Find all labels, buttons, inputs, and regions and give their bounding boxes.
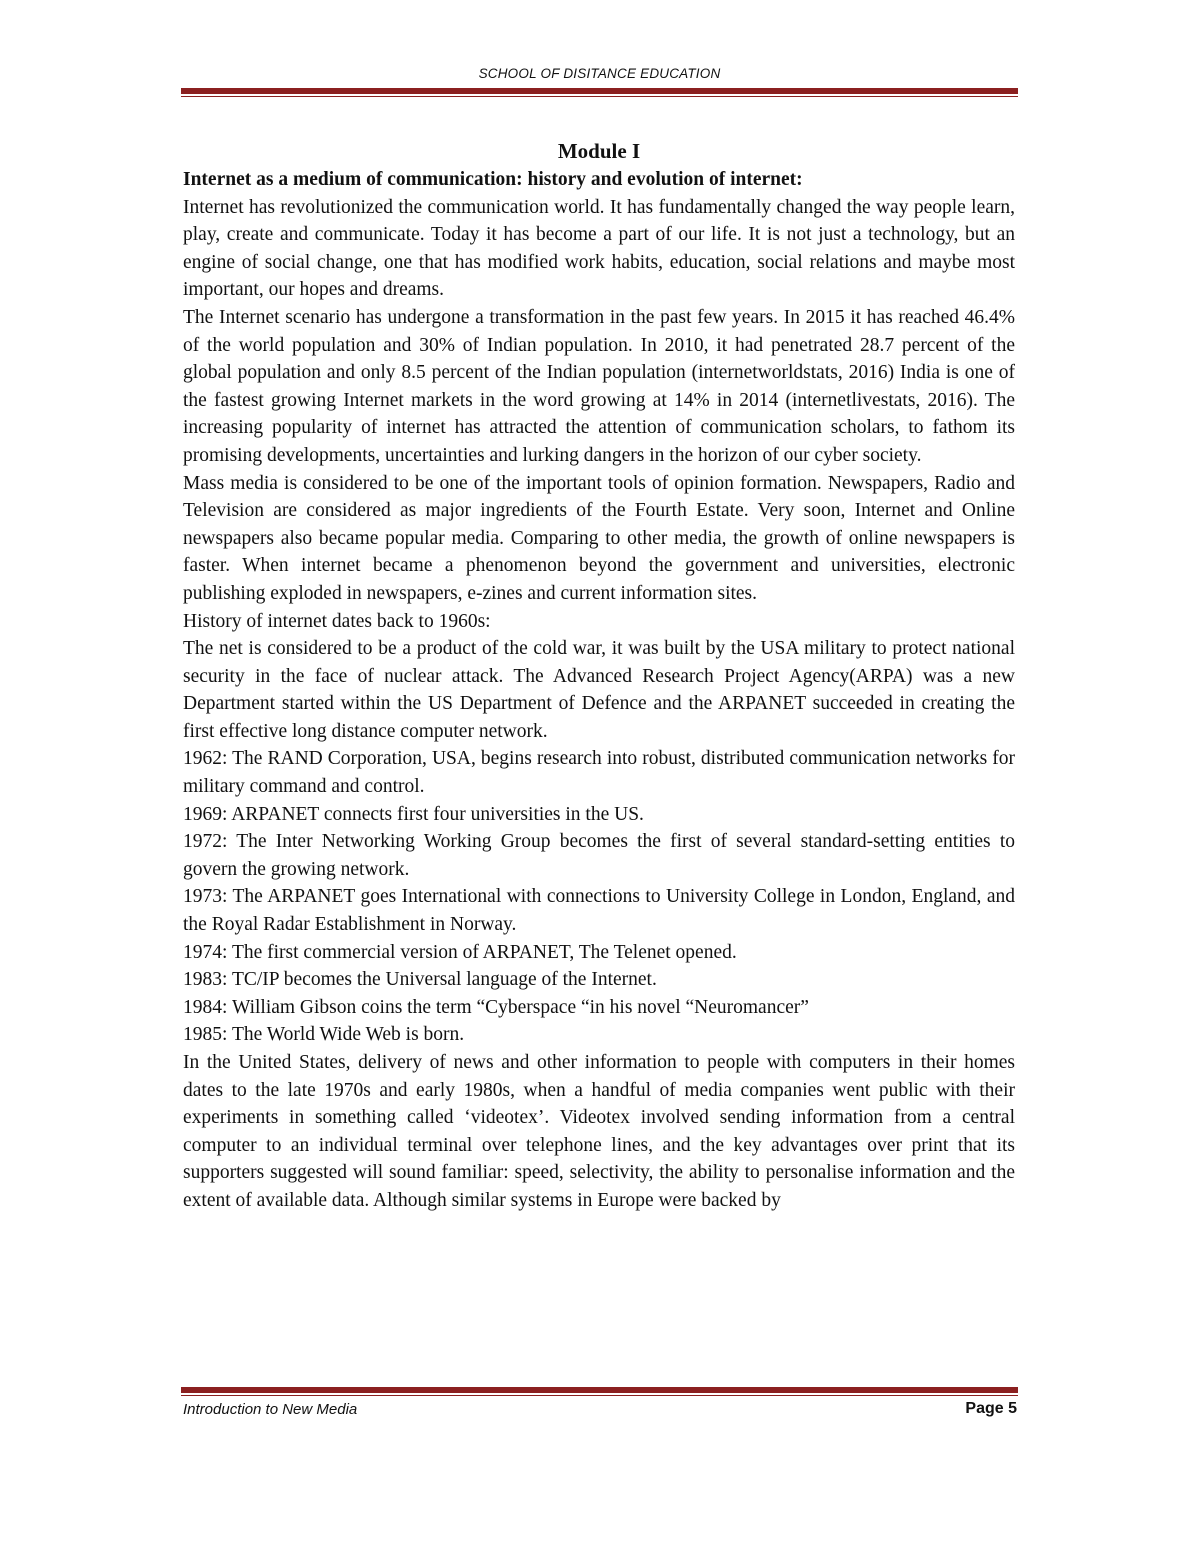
footer-rule-thin [181, 1395, 1018, 1396]
paragraph: In the United States, delivery of news and other information to people with computers in their homes dates to the late 1970s and early 1980s, when a handful of media companies went public with their experiments in something called ‘videotex’. Videotex involved sending information from a central computer to an individual terminal over telephone lines, and the key advantages over print that its supporters suggested will sound familiar: speed, selectivity, the ability to personalise information and the extent of available data. Although similar systems in Europe were backed by [183, 1052, 1015, 1211]
timeline-entry: 1972: The Inter Networking Working Group becomes the first of several standard-setting entities to govern the growing network. [183, 831, 1015, 880]
paragraph: The net is considered to be a product of the cold war, it was built by the USA military to protect national security in the face of nuclear attack. The Advanced Research Project Agency(ARPA) was a new Department started within the US Department of Defence and the ARPANET succeeded in creating the first effective long distance computer network. [183, 638, 1015, 742]
page-content [183, 136, 1015, 1215]
footer-course-title: Introduction to New Media [183, 1401, 358, 1418]
timeline-entry: 1973: The ARPANET goes International with connections to University College in London, England, and the Royal Radar Establishment in Norway. [183, 886, 1015, 936]
timeline-entry: 1969: ARPANET connects first four universities in the US. [183, 803, 644, 825]
footer-rule [181, 1387, 1018, 1393]
timeline-entry: 1962: The RAND Corporation, USA, begins research into robust, distributed communication networks for military command and control. [183, 748, 1015, 798]
paragraph: The Internet scenario has undergone a transformation in the past few years. In 2015 it has reached 46.4% of the world population and 30% of Indian population. In 2010, it had penetrated 28.7 percent of the global population and only 8.5 percent of the Indian population (internetworldstats, 2016) India is one of the fastest growing Internet markets in the word growing at 14% in 2014 (internetlivestats, 2016). The increasing popularity of internet has attracted the attention of communication scholars, to fathom its promising developments, uncertainties and lurking dangers in the horizon of our cyber society. [183, 306, 1015, 466]
module-title: Module I [557, 139, 641, 163]
header-rule-thin [181, 96, 1018, 97]
paragraph: History of internet dates back to 1960s: [183, 610, 491, 632]
timeline-entry: 1974: The first commercial version of ARPANET, The Telenet opened. [183, 941, 737, 963]
timeline-entry: 1984: William Gibson coins the term “Cyberspace “in his novel “Neuromancer” [183, 996, 809, 1018]
page-number: Page 5 [965, 1400, 1017, 1417]
paragraph: Mass media is considered to be one of the important tools of opinion formation. Newspapers, Radio and Television are considered as major ingredients of the Fourth Estate. Very soon, Internet and Online newspapers also became popular media. Comparing to other media, the growth of online newspapers is faster. When internet became a phenomenon beyond the government and universities, electronic publishing exploded in newspapers, e-zines and current information sites. [183, 472, 1015, 604]
timeline-entry: 1983: TC/IP becomes the Universal language of the Internet. [183, 969, 657, 991]
timeline-entry: 1985: The World Wide Web is born. [183, 1024, 465, 1046]
page-header-title: SCHOOL OF DISITANCE EDUCATION [478, 66, 721, 81]
header-rule [181, 88, 1018, 94]
section-heading: Internet as a medium of communication: history and evolution of internet: [183, 169, 803, 190]
paragraph: Internet has revolutionized the communication world. It has fundamentally changed the way people learn, play, create and communicate. Today it has become a part of our life. It is not just a technology, but an engine of social change, one that has modified work habits, education, social relations and maybe most important, our hopes and dreams. [183, 196, 1015, 301]
